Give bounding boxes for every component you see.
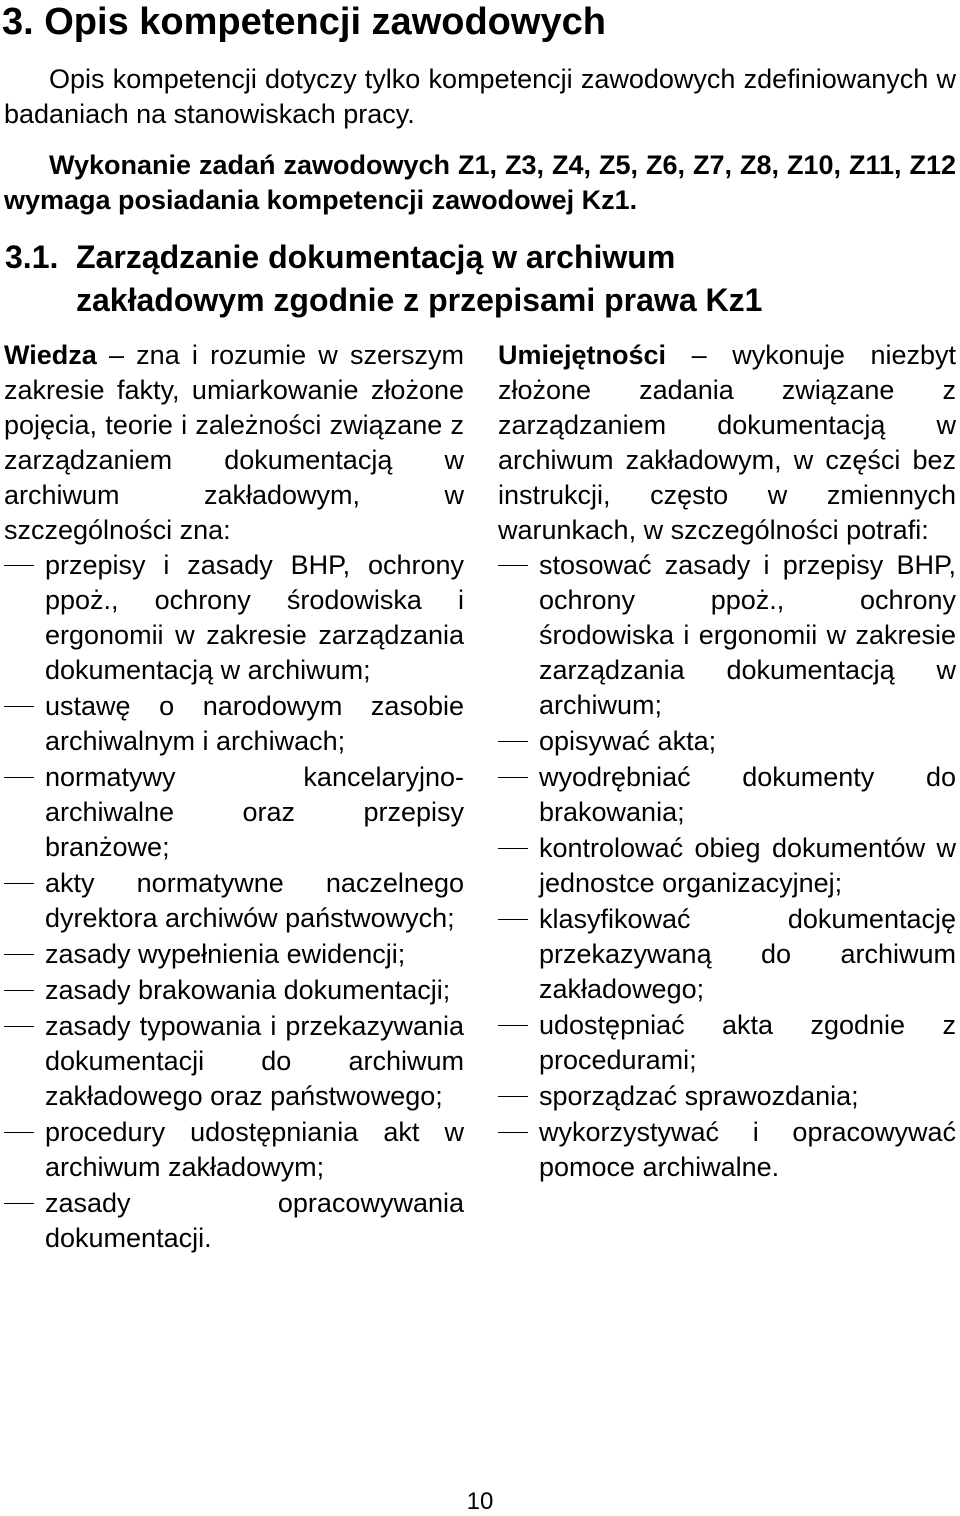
list-item	[4, 973, 464, 1008]
knowledge-heading: Wiedza	[4, 340, 97, 370]
list-item-text: normatywy kancelaryjno-archiwalne oraz przepisy branżowe;	[45, 762, 464, 862]
section-number: 3.1.	[5, 239, 59, 275]
dash-bullet-icon	[4, 706, 34, 707]
dash-bullet-icon	[4, 954, 34, 955]
list-item	[498, 1115, 956, 1185]
list-item	[4, 1115, 464, 1185]
knowledge-lead-text: zna i rozumie w szerszym zakresie fakty, umiarkowanie złożone pojęcia, teorie i zależności związane z zarządzaniem dokumentacją w archiwum zakładowym, w szczególności zna:	[4, 340, 464, 545]
knowledge-lead	[4, 338, 464, 548]
skills-lead	[498, 338, 956, 548]
list-item-text: zasady brakowania dokumentacji;	[45, 975, 451, 1005]
dash-bullet-icon	[4, 1132, 34, 1133]
list-item-text: stosować zasady i przepisy BHP, ochrony ppoż., ochrony środowiska i ergonomii w zakresie zarządzania dokumentacją w archiwum;	[539, 550, 956, 720]
dash-bullet-icon	[498, 741, 528, 742]
skills-list	[498, 548, 956, 1185]
list-item-text: procedury udostępniania akt w archiwum zakładowym;	[45, 1117, 464, 1182]
knowledge-list	[4, 548, 464, 1256]
list-item	[498, 548, 956, 723]
list-item-text: klasyfikować dokumentację przekazywaną do archiwum zakładowego;	[539, 904, 956, 1004]
skills-heading: Umiejętności	[498, 340, 667, 370]
list-item-text: ustawę o narodowym zasobie archiwalnym i archiwach;	[45, 691, 464, 756]
list-item	[498, 1079, 956, 1114]
list-item-text: zasady typowania i przekazywania dokumentacji do archiwum zakładowego oraz państwowego;	[45, 1011, 464, 1111]
list-item	[4, 937, 464, 972]
list-item-text: opisywać akta;	[539, 726, 717, 756]
dash-bullet-icon	[4, 565, 34, 566]
list-item-text: zasady opracowywania dokumentacji.	[45, 1188, 464, 1253]
list-item	[4, 866, 464, 936]
tasks-paragraph: Wykonanie zadań zawodowych Z1, Z3, Z4, Z5, Z6, Z7, Z8, Z10, Z11, Z12 wymaga posiadania kompetencji zawodowej Kz1.	[4, 150, 956, 215]
intro-paragraph: Opis kompetencji dotyczy tylko kompetencji zawodowych zdefiniowanych w badaniach na stanowiskach pracy.	[4, 64, 956, 129]
list-item	[498, 902, 956, 1007]
section-title	[4, 236, 954, 322]
list-item-text: wyodrębniać dokumenty do brakowania;	[539, 762, 956, 827]
list-item-text: sporządzać sprawozdania;	[539, 1081, 859, 1111]
knowledge-column	[4, 338, 464, 1257]
section-title-line2: zakładowym zgodnie z przepisami prawa Kz1	[76, 282, 763, 318]
dash-bullet-icon	[498, 1096, 528, 1097]
list-item	[4, 689, 464, 759]
list-item	[498, 1008, 956, 1078]
dash-bullet-icon	[498, 1132, 528, 1133]
skills-column	[498, 338, 956, 1186]
dash-bullet-icon	[4, 990, 34, 991]
page-number: 10	[466, 1488, 494, 1515]
list-item	[4, 1009, 464, 1114]
list-item-text: akty normatywne naczelnego dyrektora archiwów państwowych;	[45, 868, 464, 933]
list-item	[4, 1186, 464, 1256]
list-item-text: zasady wypełnienia ewidencji;	[45, 939, 406, 969]
list-item	[498, 831, 956, 901]
dash-bullet-icon	[498, 919, 528, 920]
list-item	[4, 548, 464, 688]
dash-bullet-icon	[498, 777, 528, 778]
list-item	[4, 760, 464, 865]
skills-lead-text: wykonuje niezbyt złożone zadania związane z zarządzaniem dokumentacją w archiwum zakładowym, w części bez instrukcji, często w zmiennych warunkach, w szczególności potrafi:	[498, 340, 956, 545]
list-item-text: kontrolować obieg dokumentów w jednostce organizacyjnej;	[539, 833, 956, 898]
list-item	[498, 760, 956, 830]
dash-bullet-icon	[4, 777, 34, 778]
dash-bullet-icon	[498, 1025, 528, 1026]
dash-bullet-icon	[4, 883, 34, 884]
dash-bullet-icon	[4, 1203, 34, 1204]
list-item-text: przepisy i zasady BHP, ochrony ppoż., ochrony środowiska i ergonomii w zakresie zarządzania dokumentacją w archiwum;	[45, 550, 464, 685]
list-item-text: udostępniać akta zgodnie z procedurami;	[539, 1010, 956, 1075]
dash-bullet-icon	[498, 848, 528, 849]
section-title-line1: Zarządzanie dokumentacją w archiwum	[76, 239, 676, 275]
dash-bullet-icon	[498, 565, 528, 566]
dash-bullet-icon	[4, 1026, 34, 1027]
skills-dash: –	[666, 340, 733, 370]
chapter-title: 3. Opis kompetencji zawodowych	[2, 1, 606, 43]
knowledge-dash: –	[96, 340, 137, 370]
list-item	[498, 724, 956, 759]
list-item-text: wykorzystywać i opracowywać pomoce archiwalne.	[539, 1117, 956, 1182]
